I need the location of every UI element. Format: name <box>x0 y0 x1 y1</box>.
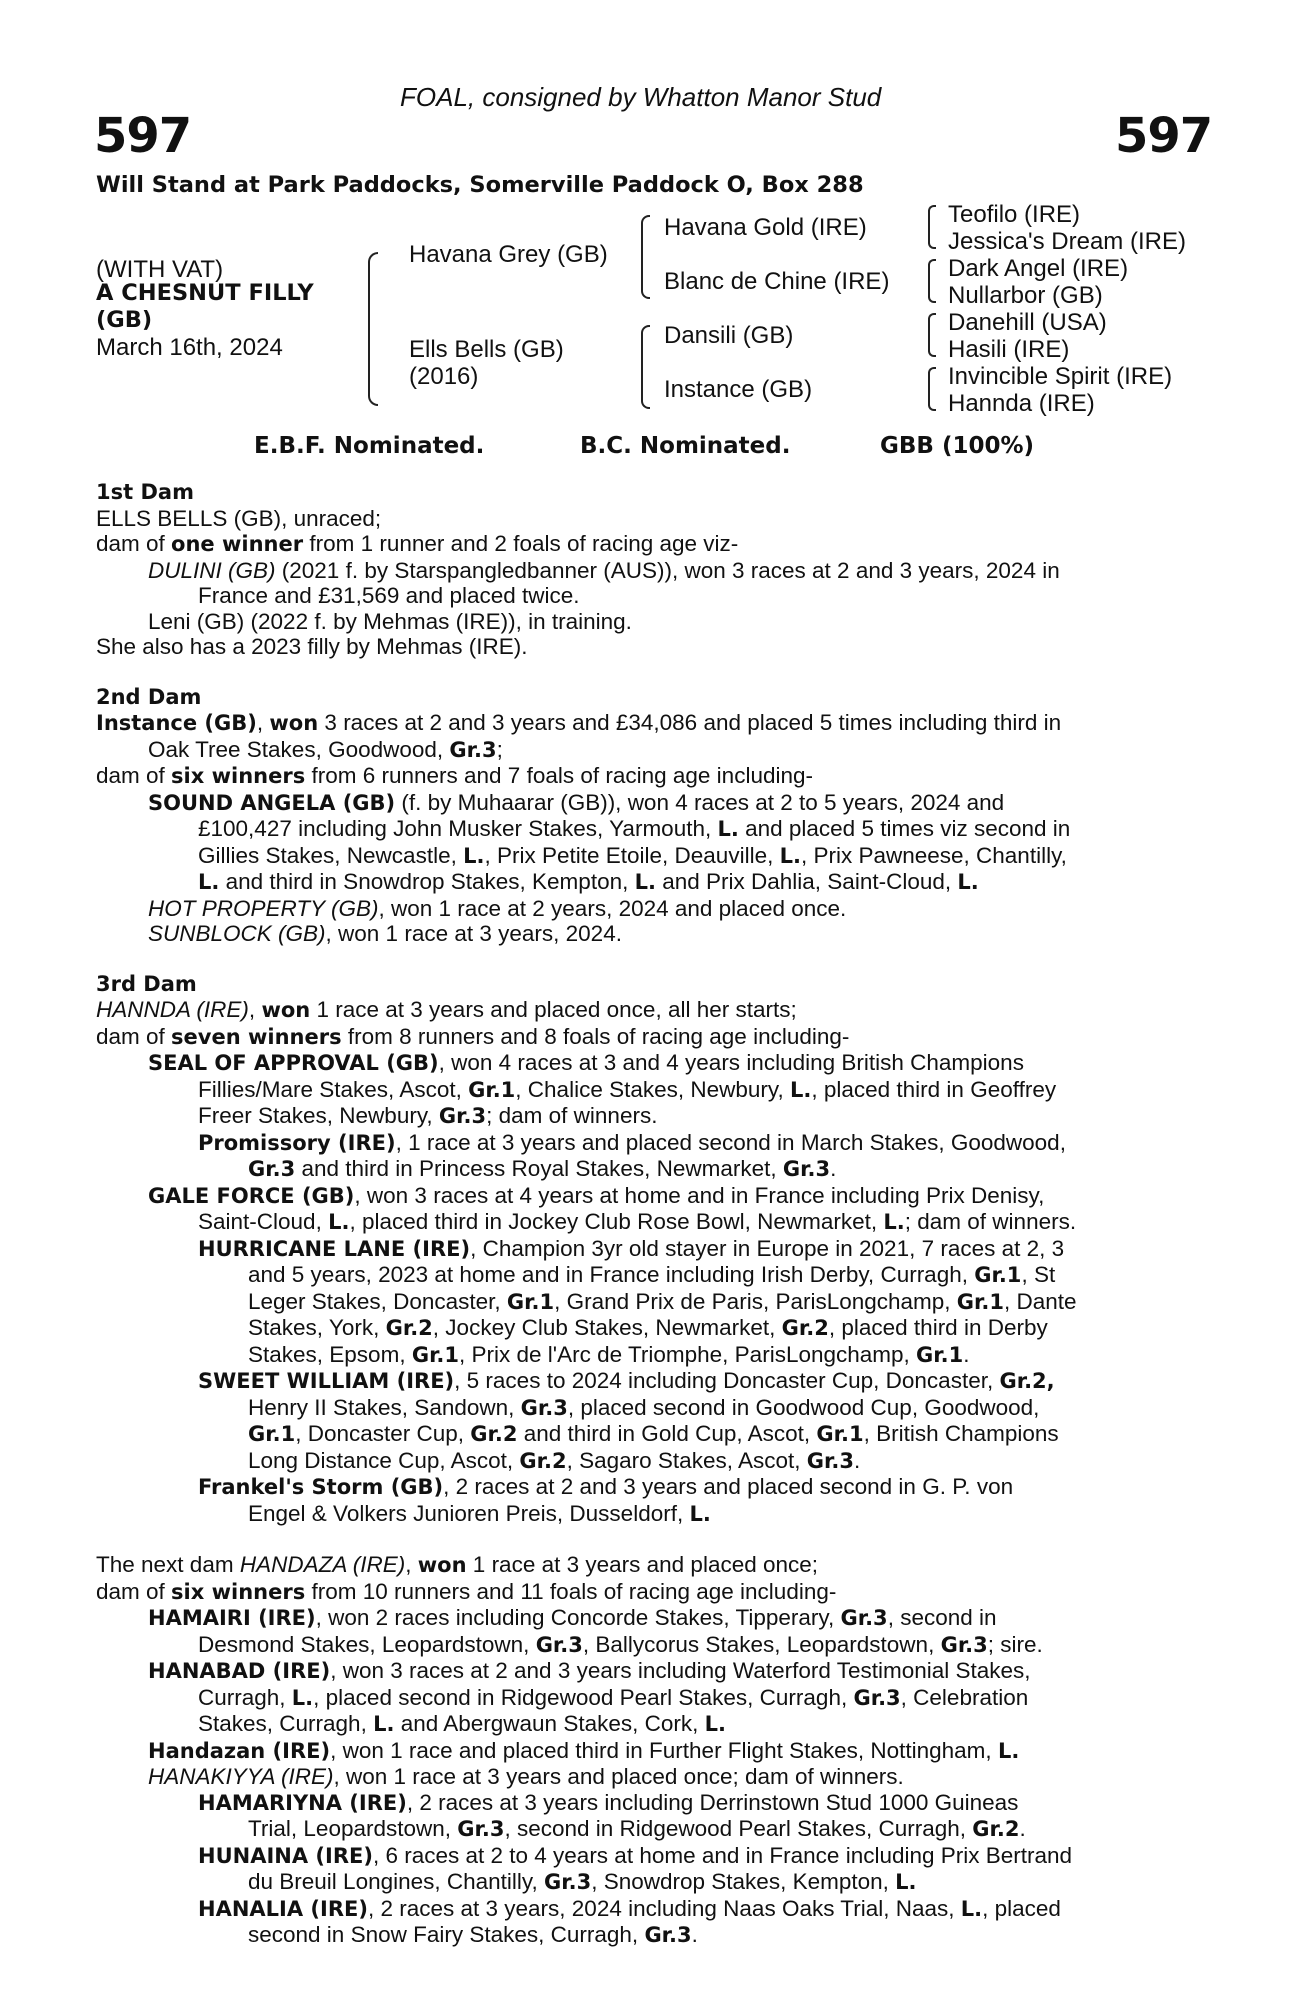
text-run: and placed 5 times viz second in <box>738 816 1071 841</box>
text-run: from 6 runners and 7 foals of racing age including- <box>305 763 813 788</box>
text-run: , 5 races to 2024 including Doncaster Cup, Doncaster, <box>454 1368 1000 1393</box>
text-run: , Sagaro Stakes, Ascot, <box>566 1447 807 1473</box>
text-run: , placed third in Derby <box>828 1315 1048 1340</box>
brace-3b <box>928 259 936 303</box>
next-dam-line <box>96 1552 1206 1579</box>
text-run: Gr.1 <box>411 1342 460 1367</box>
text-run: , won 3 races at 4 years at home and in France including Prix Denisy, <box>354 1182 1045 1208</box>
text-run: Stakes, Curragh, <box>198 1711 374 1736</box>
text-run: , 2 races at 2 and 3 years and placed second in G. P. von <box>443 1474 1014 1499</box>
text-run: Gr.2, <box>999 1369 1055 1393</box>
third-dam-line <box>96 1236 1206 1263</box>
text-run: , St <box>1021 1262 1056 1287</box>
text-run: Gr.3 <box>438 1104 487 1128</box>
lot-title-country: (GB) <box>96 307 153 333</box>
text-run: dam of <box>96 1023 172 1049</box>
text-run: , Jockey Club Stakes, Newmarket, <box>432 1315 782 1340</box>
text-run: Gr.1 <box>916 1342 964 1367</box>
text-run: L. <box>634 870 656 894</box>
third-dam-line <box>96 1209 1206 1236</box>
next-dam-line <box>96 1711 1206 1738</box>
text-run: Gr.3 <box>782 1157 831 1181</box>
foaling-date: March 16th, 2024 <box>96 334 283 361</box>
text-run: HURRICANE LANE (IRE) <box>198 1236 471 1261</box>
text-run: Gr.3 <box>449 737 497 762</box>
text-run: . <box>1019 1816 1026 1841</box>
text-run: . <box>691 1922 698 1947</box>
third-dam-line <box>96 1368 1206 1395</box>
text-run: , won 1 race at 3 years and placed once; dam of winners. <box>333 1764 904 1789</box>
text-run: L. <box>291 1685 314 1710</box>
third-dam-line <box>96 1421 1206 1448</box>
pedigree-dam-dam: Instance (GB) <box>664 376 813 403</box>
sire-brace <box>641 215 650 299</box>
text-run: , Grand Prix de Paris, ParisLongchamp, <box>554 1288 957 1314</box>
text-run: L. <box>198 870 220 894</box>
text-run: , <box>256 710 270 735</box>
pedigree-dss: Danehill (USA) <box>948 309 1107 336</box>
text-run: . <box>853 1447 861 1473</box>
lot-number-right: 597 <box>1115 108 1213 164</box>
text-run: Gr.3 <box>806 1448 854 1473</box>
text-run: L. <box>960 1896 983 1921</box>
ebf-nomination: E.B.F. Nominated. <box>254 433 485 459</box>
text-run: Gr.1 <box>956 1289 1004 1314</box>
text-run: SEAL OF APPROVAL (GB) <box>148 1051 439 1075</box>
text-run: and Prix Dahlia, Saint-Cloud, <box>655 869 958 894</box>
text-run: Frankel's Storm (GB) <box>198 1475 444 1499</box>
text-run: , placed second in Goodwood Cup, Goodwood, <box>567 1394 1040 1420</box>
text-run: , won 1 race at 3 years, 2024. <box>325 921 622 946</box>
text-run: HANNDA (IRE) <box>96 997 249 1022</box>
text-run: , Ballycorus Stakes, Leopardstown, <box>582 1631 941 1657</box>
text-run: Curragh, <box>198 1684 292 1710</box>
pedigree-dam: Ells Bells (GB) <box>409 336 564 363</box>
text-run: , Prix Petite Etoile, Deauville, <box>484 842 780 868</box>
text-run: and third in Princess Royal Stakes, Newmarket, <box>295 1156 783 1181</box>
text-run: Long Distance Cup, Ascot, <box>248 1447 520 1473</box>
third-dam-heading: 3rd Dam <box>96 971 197 996</box>
pedigree-ddd: Hannda (IRE) <box>948 390 1095 417</box>
text-run: Gr.3 <box>535 1632 583 1657</box>
text-run: L. <box>328 1210 350 1234</box>
text-run: 1 race at 3 years and placed once, all her starts; <box>310 997 797 1022</box>
text-run: ; sire. <box>987 1631 1043 1657</box>
text-run: , 2 races at 3 years, 2024 including Naas Oaks Trial, Naas, <box>367 1895 961 1921</box>
second-dam-line <box>96 843 1206 870</box>
text-run: ; dam of winners. <box>486 1103 658 1128</box>
text-run: Engel & Volkers Junioren Preis, Dusseldorf, <box>248 1500 690 1526</box>
text-run: six winners <box>171 764 306 788</box>
text-run: SWEET WILLIAM (IRE) <box>198 1369 455 1393</box>
third-dam-line <box>96 1077 1206 1104</box>
text-run: L. <box>463 843 485 868</box>
text-run: , won 2 races including Concorde Stakes, Tipperary, <box>315 1605 841 1630</box>
brace-3c <box>928 313 936 357</box>
text-run: second in Snow Fairy Stakes, Curragh, <box>248 1922 645 1947</box>
third-dam-line <box>96 1103 1206 1130</box>
text-run: HAMARIYNA (IRE) <box>198 1790 407 1815</box>
text-run: HOT PROPERTY (GB) <box>148 895 379 921</box>
text-run: L. <box>373 1712 395 1736</box>
text-run: , Snowdrop Stakes, Kempton, <box>591 1869 896 1894</box>
first-dam-line <box>96 583 1206 609</box>
text-run: , 2 races at 3 years including Derrinstown Stud 1000 Guineas <box>406 1789 1019 1815</box>
second-dam-line <box>96 763 1206 790</box>
pedigree-sire: Havana Grey (GB) <box>409 241 608 268</box>
third-dam-line <box>96 1448 1206 1475</box>
text-run: , won 1 race at 2 years, 2024 and placed once. <box>378 895 847 921</box>
text-run: , second in <box>887 1605 997 1630</box>
next-dam-line <box>96 1843 1206 1870</box>
consignment-line: FOAL, consigned by Whatton Manor Stud <box>400 82 882 112</box>
stand-location: Will Stand at Park Paddocks, Somerville Paddock O, Box 288 <box>96 172 864 198</box>
text-run: won <box>417 1553 467 1577</box>
next-dam-line <box>96 1816 1206 1843</box>
third-dam-line <box>96 1474 1206 1501</box>
text-run: Gr.1 <box>816 1422 864 1446</box>
text-run: , <box>248 997 262 1022</box>
text-run: ; dam of winners. <box>904 1209 1077 1234</box>
text-run: and third in Gold Cup, Ascot, <box>517 1421 817 1446</box>
text-run: Instance (GB) <box>96 711 257 735</box>
text-run: L. <box>689 1501 711 1526</box>
text-run: She also has a 2023 filly by Mehmas (IRE). <box>96 634 528 659</box>
third-dam-section <box>96 997 1206 1527</box>
text-run: Gr.3 <box>248 1157 296 1181</box>
text-run: L. <box>883 1210 905 1234</box>
text-run: , Prix de l'Arc de Triomphe, ParisLongchamp, <box>459 1341 917 1367</box>
text-run: , Chalice Stakes, Newbury, <box>515 1076 790 1102</box>
text-run: , placed <box>982 1895 1061 1921</box>
text-run: , Doncaster Cup, <box>295 1421 471 1446</box>
text-run: , Celebration <box>900 1684 1029 1710</box>
text-run: won <box>261 998 311 1022</box>
next-dam-line <box>96 1658 1206 1685</box>
text-run: L. <box>704 1712 726 1736</box>
text-run: , <box>405 1552 418 1577</box>
text-run: Gr.3 <box>840 1606 888 1630</box>
text-run: SUNBLOCK (GB) <box>148 921 326 946</box>
text-run: 1 race at 3 years and placed once; <box>466 1552 819 1577</box>
text-run: Gr.1 <box>248 1422 296 1446</box>
text-run: dam of <box>96 1578 172 1604</box>
next-dam-section <box>96 1552 1206 1949</box>
text-run: six winners <box>171 1579 306 1604</box>
text-run: HUNAINA (IRE) <box>198 1843 373 1868</box>
text-run: , 1 race at 3 years and placed second in March Stakes, Goodwood, <box>395 1129 1066 1155</box>
text-run: L. <box>895 1870 917 1894</box>
text-run: L. <box>717 817 739 841</box>
third-dam-line <box>96 1262 1206 1289</box>
text-run: ; <box>496 736 503 762</box>
text-run: , second in Ridgewood Pearl Stakes, Curragh, <box>504 1816 973 1841</box>
text-run: Stakes, Epsom, <box>248 1341 412 1367</box>
text-run: and Abergwaun Stakes, Cork, <box>394 1711 705 1736</box>
text-run: (f. by Muhaarar (GB)), won 4 races at 2 to 5 years, 2024 and <box>395 789 1005 815</box>
brace-3d <box>928 367 936 411</box>
text-run: and 5 years, 2023 at home and in France including Irish Derby, Curragh, <box>248 1262 975 1287</box>
first-dam-line <box>96 558 1206 584</box>
catalogue-text <box>96 480 1206 1949</box>
text-run: Gr.3 <box>544 1870 592 1894</box>
sire-dam-brace <box>368 252 378 406</box>
text-run: Gr.3 <box>940 1632 988 1657</box>
pedigree-dds: Invincible Spirit (IRE) <box>948 363 1173 390</box>
second-dam-line <box>96 737 1206 764</box>
pedigree-sds: Dark Angel (IRE) <box>948 255 1129 282</box>
second-dam-line <box>96 790 1206 817</box>
lot-title: A CHESNUT FILLY <box>96 280 314 306</box>
text-run: HANABAD (IRE) <box>148 1659 331 1683</box>
text-run: Oak Tree Stakes, Goodwood, <box>148 736 450 762</box>
third-dam-line <box>96 997 1206 1024</box>
pedigree-sdd: Nullarbor (GB) <box>948 282 1103 309</box>
text-run: France and £31,569 and placed twice. <box>198 583 580 608</box>
text-run: from 8 runners and 8 foals of racing age including- <box>341 1023 850 1049</box>
next-dam-line <box>96 1790 1206 1817</box>
text-run: , placed second in Ridgewood Pearl Stakes, Curragh, <box>313 1684 854 1710</box>
text-run: HANALIA (IRE) <box>198 1896 368 1921</box>
first-dam-section <box>96 506 1206 660</box>
third-dam-line <box>96 1315 1206 1342</box>
text-run: Gr.1 <box>468 1077 516 1102</box>
first-dam-line <box>96 506 1206 532</box>
third-dam-line <box>96 1501 1206 1528</box>
text-run: Henry II Stakes, Sandown, <box>248 1394 521 1420</box>
text-run: SOUND ANGELA (GB) <box>148 790 396 815</box>
text-run: Gr.3 <box>853 1685 901 1710</box>
text-run: . <box>963 1341 970 1367</box>
second-dam-line <box>96 921 1206 947</box>
third-dam-line <box>96 1342 1206 1369</box>
text-run: Gr.3 <box>520 1395 568 1420</box>
second-dam-section <box>96 710 1206 947</box>
dam-brace <box>641 325 650 409</box>
text-run: 3 races at 2 and 3 years and £34,086 and placed 5 times including third in <box>318 710 1062 735</box>
pedigree-dam-year: (2016) <box>409 363 479 390</box>
second-dam-heading: 2nd Dam <box>96 684 202 709</box>
third-dam-line <box>96 1395 1206 1422</box>
third-dam-line <box>96 1183 1206 1210</box>
pedigree-dam-sire: Dansili (GB) <box>664 322 794 349</box>
text-run: won <box>269 711 319 735</box>
text-run: L. <box>790 1077 812 1102</box>
lot-number-left: 597 <box>94 108 192 164</box>
text-run: Gr.1 <box>974 1263 1022 1287</box>
text-run: Leger Stakes, Doncaster, <box>248 1288 507 1314</box>
next-dam-line <box>96 1738 1206 1765</box>
text-run: Gr.3 <box>644 1923 692 1947</box>
text-run: L. <box>779 843 801 868</box>
first-dam-line <box>96 634 1206 660</box>
text-run: HANAKIYYA (IRE) <box>148 1764 334 1789</box>
second-dam-line <box>96 816 1206 843</box>
next-dam-line <box>96 1764 1206 1790</box>
third-dam-line <box>96 1050 1206 1077</box>
next-dam-line <box>96 1632 1206 1659</box>
first-dam-heading: 1st Dam <box>96 480 194 504</box>
text-run: , won 3 races at 2 and 3 years including Waterford Testimonial Stakes, <box>330 1658 1031 1683</box>
brace-3a <box>928 205 936 249</box>
text-run: Gr.3 <box>457 1817 505 1841</box>
text-run: Gr.2 <box>972 1817 1020 1841</box>
next-dam-line <box>96 1579 1206 1606</box>
text-run: Desmond Stakes, Leopardstown, <box>198 1631 536 1657</box>
text-run: Leni (GB) (2022 f. by Mehmas (IRE)), in training. <box>148 608 632 634</box>
text-run: L. <box>957 870 979 894</box>
text-run: HANDAZA (IRE) <box>239 1552 406 1577</box>
third-dam-line <box>96 1130 1206 1157</box>
text-run: Gr.2 <box>519 1448 567 1473</box>
text-run: HAMAIRI (IRE) <box>148 1606 316 1630</box>
text-run: ELLS BELLS (GB), unraced; <box>96 505 382 531</box>
pedigree-sire-sire: Havana Gold (IRE) <box>664 214 867 241</box>
bc-nomination: B.C. Nominated. <box>580 433 791 459</box>
text-run: dam of <box>96 763 172 788</box>
text-run: , won 4 races at 3 and 4 years including British Champions <box>438 1050 1024 1075</box>
text-run: from 1 runner and 2 foals of racing age viz- <box>303 531 739 556</box>
text-run: , 6 races at 2 to 4 years at home and in France including Prix Bertrand <box>372 1842 1073 1868</box>
first-dam-line <box>96 609 1206 635</box>
text-run: £100,427 including John Musker Stakes, Yarmouth, <box>198 816 718 841</box>
vat-note: (WITH VAT) <box>96 256 224 283</box>
pedigree-dsd: Hasili (IRE) <box>948 336 1070 363</box>
text-run: The next dam <box>96 1552 240 1577</box>
text-run: from 10 runners and 11 foals of racing age including- <box>305 1578 837 1604</box>
text-run: du Breuil Longines, Chantilly, <box>248 1869 545 1894</box>
text-run: , Dante <box>1004 1288 1077 1314</box>
text-run: and third in Snowdrop Stakes, Kempton, <box>219 869 635 894</box>
text-run: Gillies Stakes, Newcastle, <box>198 842 464 868</box>
text-run: Trial, Leopardstown, <box>248 1816 458 1841</box>
text-run: seven winners <box>171 1024 342 1049</box>
text-run: dam of <box>96 531 172 556</box>
text-run: Gr.2 <box>470 1422 518 1446</box>
pedigree-sss: Teofilo (IRE) <box>948 201 1081 228</box>
text-run: Fillies/Mare Stakes, Ascot, <box>198 1076 469 1102</box>
text-run: L. <box>997 1738 1020 1763</box>
next-dam-line <box>96 1869 1206 1896</box>
next-dam-line <box>96 1922 1206 1949</box>
text-run: , placed third in Jockey Club Rose Bowl, Newmarket, <box>349 1209 884 1234</box>
text-run: , British Champions <box>863 1421 1059 1446</box>
pedigree-sire-dam: Blanc de Chine (IRE) <box>664 268 890 295</box>
text-run: Stakes, York, <box>248 1315 386 1340</box>
next-dam-line <box>96 1605 1206 1632</box>
next-dam-line <box>96 1685 1206 1712</box>
pedigree-ssd: Jessica's Dream (IRE) <box>948 228 1186 255</box>
text-run: Promissory (IRE) <box>198 1130 396 1155</box>
text-run: Gr.2 <box>781 1316 829 1340</box>
second-dam-line <box>96 869 1206 896</box>
text-run: , won 1 race and placed third in Further Flight Stakes, Nottingham, <box>330 1737 998 1763</box>
second-dam-line <box>96 896 1206 922</box>
third-dam-line <box>96 1289 1206 1316</box>
gbb-status: GBB (100%) <box>880 433 1035 459</box>
text-run: . <box>830 1156 837 1181</box>
third-dam-line <box>96 1156 1206 1183</box>
text-run: DULINI (GB) <box>148 557 276 583</box>
next-dam-line <box>96 1896 1206 1923</box>
text-run: (2021 f. by Starspangledbanner (AUS)), won 3 races at 2 and 3 years, 2024 in <box>275 557 1060 583</box>
text-run: , placed third in Geoffrey <box>811 1076 1057 1102</box>
text-run: Handazan (IRE) <box>148 1738 331 1763</box>
second-dam-line <box>96 710 1206 737</box>
text-run: , Champion 3yr old stayer in Europe in 2021, 7 races at 2, 3 <box>470 1235 1065 1261</box>
text-run: Freer Stakes, Newbury, <box>198 1103 439 1128</box>
text-run: GALE FORCE (GB) <box>148 1183 355 1208</box>
text-run: Gr.2 <box>385 1316 433 1340</box>
third-dam-line <box>96 1024 1206 1051</box>
text-run: one winner <box>171 532 304 556</box>
first-dam-line <box>96 531 1206 558</box>
text-run: Gr.1 <box>506 1289 555 1314</box>
text-run: , Prix Pawneese, Chantilly, <box>800 842 1067 868</box>
text-run: Saint-Cloud, <box>198 1209 329 1234</box>
